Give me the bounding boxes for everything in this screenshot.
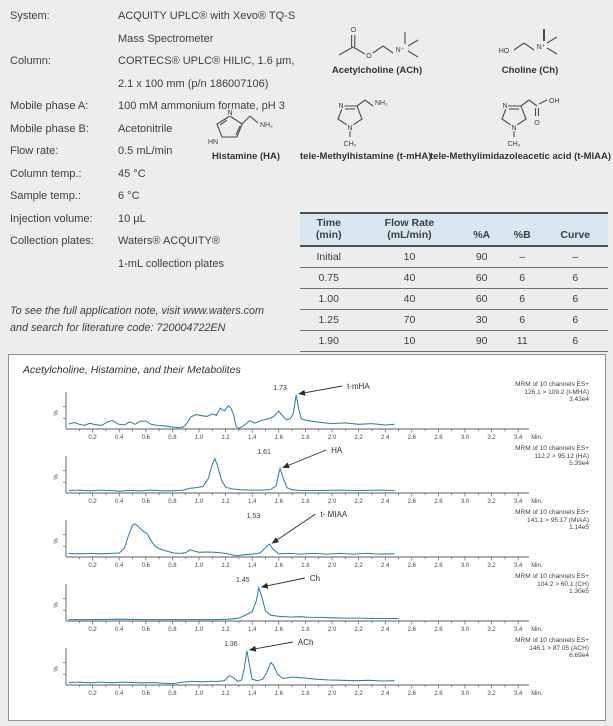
svg-text:2.4: 2.4: [381, 563, 390, 569]
param-value: Acetonitrile: [118, 122, 173, 135]
param-label: System:: [10, 10, 50, 22]
svg-text:3.2: 3.2: [487, 435, 496, 441]
gradient-cell: 6: [543, 310, 609, 331]
svg-text:2.0: 2.0: [327, 627, 337, 633]
param-label: Collection plates:: [10, 235, 94, 247]
svg-text:0.8: 0.8: [168, 499, 177, 505]
chromatogram-figure: [8, 354, 606, 721]
svg-text:3.4: 3.4: [514, 691, 523, 697]
atom-label: O: [366, 53, 372, 60]
atom-label: N: [227, 110, 233, 117]
svg-text:2.2: 2.2: [354, 691, 363, 697]
svg-text:3.4: 3.4: [514, 435, 523, 441]
param-row: [10, 230, 310, 275]
gradient-header-cell: %A: [461, 213, 502, 246]
svg-text:2.2: 2.2: [354, 563, 363, 569]
svg-text:Min.: Min.: [531, 627, 543, 633]
param-row: [10, 163, 310, 186]
gradient-header-cell: Time (min): [300, 213, 358, 246]
gradient-cell: 10: [358, 246, 462, 268]
atom-label: HN: [207, 139, 219, 146]
svg-text:0.8: 0.8: [168, 627, 177, 633]
svg-text:1.8: 1.8: [301, 435, 310, 441]
mrm-annotation: [515, 509, 589, 532]
annotation-line: MRM of 10 channels ES+: [515, 445, 589, 452]
svg-text:1.2: 1.2: [221, 627, 230, 633]
atom-label: N: [511, 125, 517, 132]
svg-text:1.0: 1.0: [194, 691, 204, 697]
annotation-line: MRM of 10 channels ES+: [515, 381, 589, 388]
svg-text:t-mHA: t-mHA: [347, 382, 370, 391]
param-value-line: 2.1 x 100 mm (p/n 186007106): [118, 77, 269, 90]
svg-text:%: %: [54, 474, 60, 480]
param-row: [10, 208, 310, 231]
param-label: Column:: [10, 55, 51, 67]
svg-text:0.4: 0.4: [115, 435, 124, 441]
svg-text:1.45: 1.45: [236, 577, 250, 584]
chromatogram-panel-ha: [11, 443, 601, 507]
annotation-line: MRM of 10 channels ES+: [515, 573, 589, 580]
gradient-cell: 60: [461, 268, 502, 289]
param-row: [10, 185, 310, 208]
svg-text:0.6: 0.6: [141, 691, 150, 697]
atom-label: OH: [549, 98, 560, 105]
svg-text:0.8: 0.8: [168, 563, 177, 569]
param-value: 100 mM ammonium formate, pH 3: [118, 100, 285, 112]
svg-text:2.6: 2.6: [407, 563, 416, 569]
atom-label: N: [337, 103, 344, 110]
gradient-cell: 6: [543, 289, 609, 310]
svg-text:Min.: Min.: [531, 563, 543, 569]
svg-text:3.0: 3.0: [460, 691, 470, 697]
svg-text:1.0: 1.0: [194, 499, 204, 505]
gradient-cell: 6: [543, 268, 609, 289]
svg-text:%: %: [54, 538, 60, 544]
svg-text:1.36: 1.36: [224, 641, 238, 648]
param-row: [10, 5, 310, 50]
svg-text:Ch: Ch: [309, 574, 321, 583]
application-note-reference: [10, 303, 264, 337]
svg-text:2.0: 2.0: [327, 691, 337, 697]
svg-text:1.4: 1.4: [248, 435, 257, 441]
svg-text:1.6: 1.6: [274, 627, 283, 633]
svg-text:1.8: 1.8: [301, 563, 310, 569]
param-row: [10, 50, 310, 95]
svg-text:1.2: 1.2: [221, 563, 230, 569]
param-value: [118, 50, 310, 95]
tele-methylimidazoleacetic-acid-structure: [430, 96, 610, 162]
gradient-table-row: [300, 331, 608, 352]
svg-text:1.6: 1.6: [274, 499, 283, 505]
chromatogram-panel-tmha: [11, 379, 601, 443]
structure-caption: tele-Methylhistamine (t-mHA): [300, 151, 432, 162]
atom-label: O: [534, 120, 540, 127]
atom-label: CH₃: [343, 141, 356, 148]
gradient-cell: 10: [358, 331, 462, 352]
gradient-header-cell: Flow Rate (mL/min): [358, 213, 462, 246]
svg-text:1.8: 1.8: [301, 627, 310, 633]
svg-text:0.2: 0.2: [88, 499, 97, 505]
chromatogram-panel-tmiaa: [11, 507, 601, 571]
annotation-line: 112.2 > 95.12 (HA): [534, 452, 589, 460]
svg-text:2.8: 2.8: [434, 563, 443, 569]
gradient-cell: 0.75: [300, 268, 358, 289]
param-value: [118, 230, 310, 275]
svg-text:ACh: ACh: [297, 638, 314, 647]
chromatogram-plot-tmiaa: [11, 507, 596, 571]
gradient-table-row: [300, 289, 608, 310]
svg-text:2.6: 2.6: [407, 499, 416, 505]
svg-text:0.4: 0.4: [115, 499, 124, 505]
svg-text:1.6: 1.6: [274, 563, 283, 569]
svg-text:1.2: 1.2: [221, 435, 230, 441]
annotation-line: 146.1 > 87.05 (ACH): [529, 644, 589, 652]
svg-text:2.8: 2.8: [434, 499, 443, 505]
svg-text:2.4: 2.4: [381, 499, 390, 505]
svg-text:1.4: 1.4: [248, 499, 257, 505]
gradient-table-header-row: [300, 213, 608, 246]
svg-text:0.6: 0.6: [141, 499, 150, 505]
chromatogram-panels: [11, 379, 601, 699]
annotation-line: 104.2 > 60.1 (CH): [537, 580, 589, 588]
svg-text:2.2: 2.2: [354, 435, 363, 441]
gradient-cell: 6: [502, 268, 543, 289]
chromatogram-plot-ch: [11, 571, 596, 635]
param-label: Column temp.:: [10, 167, 82, 180]
gradient-cell: 1.25: [300, 310, 358, 331]
atom-label: NH₂: [374, 100, 388, 107]
svg-text:1.6: 1.6: [274, 435, 283, 441]
chromatogram-panel-ach: [11, 635, 601, 699]
svg-text:0.2: 0.2: [88, 563, 97, 569]
param-value: 10 µL: [118, 212, 146, 225]
svg-text:2.4: 2.4: [381, 627, 390, 633]
svg-text:0.4: 0.4: [115, 627, 124, 633]
gradient-header-cell: Curve: [543, 213, 609, 246]
param-value: 6 °C: [118, 190, 140, 202]
param-label: Mobile phase B:: [10, 122, 89, 135]
svg-text:1.6: 1.6: [274, 691, 283, 697]
svg-text:Min.: Min.: [531, 435, 543, 441]
svg-text:3.0: 3.0: [460, 435, 470, 441]
gradient-cell: 90: [461, 331, 502, 352]
note-line: To see the full application note, visit www.waters.com: [10, 305, 265, 317]
svg-text:3.0: 3.0: [460, 563, 470, 569]
svg-text:2.6: 2.6: [407, 627, 416, 633]
gradient-cell: 6: [502, 310, 543, 331]
gradient-table-row: [300, 246, 608, 268]
histamine-structure-drawing: [200, 104, 292, 150]
svg-text:1.61: 1.61: [257, 449, 271, 456]
svg-text:Min.: Min.: [531, 691, 543, 697]
gradient-cell: 90: [461, 246, 502, 268]
param-value: ACQUITY UPLC® with Xevo® TQ-S Mass Spectrometer: [118, 10, 296, 45]
figure-title: Acetylcholine, Histamine, and their Metabolites: [23, 364, 241, 376]
atom-label: N⁺: [536, 44, 546, 51]
annotation-line: 141.1 > 95.17 (MIAA): [527, 516, 589, 524]
atom-label: N⁺: [395, 47, 405, 54]
svg-text:3.4: 3.4: [514, 563, 523, 569]
svg-text:3.4: 3.4: [514, 499, 523, 505]
param-label: Injection volume:: [10, 212, 93, 225]
chromatogram-plot-ach: [11, 635, 596, 699]
gradient-cell: 40: [358, 268, 462, 289]
atom-label: NH₂: [260, 122, 273, 129]
svg-text:Min.: Min.: [531, 499, 543, 505]
gradient-cell: 6: [502, 289, 543, 310]
svg-text:0.4: 0.4: [115, 691, 124, 697]
svg-text:3.4: 3.4: [514, 627, 523, 633]
svg-text:2.8: 2.8: [434, 627, 443, 633]
svg-text:2.6: 2.6: [407, 691, 416, 697]
svg-text:0.2: 0.2: [88, 627, 97, 633]
gradient-table: [300, 212, 608, 352]
svg-text:2.0: 2.0: [327, 499, 337, 505]
tele-methylhistamine-structure: [300, 96, 432, 162]
atom-label: CH₃: [507, 141, 521, 148]
tele-methylimidazoleacetic-acid-structure-drawing: [455, 96, 585, 150]
param-value-line: CORTECS® UPLC® HILIC, 1.6 µm,: [118, 55, 295, 67]
chromatogram-plot-tmha: [11, 379, 596, 443]
svg-text:3.0: 3.0: [460, 499, 470, 505]
annotation-line: 3.43e4: [569, 396, 589, 404]
annotation-line: 1.14e5: [569, 524, 589, 532]
chromatogram-plot-ha: [11, 443, 596, 507]
param-label: Sample temp.:: [10, 190, 81, 202]
svg-text:3.2: 3.2: [487, 691, 496, 697]
gradient-cell: 1.90: [300, 331, 358, 352]
svg-text:1.53: 1.53: [246, 513, 261, 520]
svg-text:0.2: 0.2: [88, 691, 97, 697]
gradient-table-row: [300, 310, 608, 331]
svg-text:1.8: 1.8: [301, 499, 310, 505]
svg-text:3.2: 3.2: [487, 563, 496, 569]
gradient-cell: 40: [358, 289, 462, 310]
mrm-annotation: [515, 573, 589, 596]
svg-text:2.2: 2.2: [354, 627, 363, 633]
svg-text:t- MIAA: t- MIAA: [320, 510, 348, 519]
svg-text:2.4: 2.4: [381, 691, 390, 697]
svg-text:0.6: 0.6: [141, 563, 150, 569]
structure-caption: Choline (Ch): [501, 65, 559, 76]
svg-text:3.2: 3.2: [487, 499, 496, 505]
svg-text:0.8: 0.8: [168, 435, 177, 441]
structure-caption: tele-Methylimidazoleacetic acid (t-MIAA): [430, 151, 612, 162]
svg-text:1.73: 1.73: [273, 385, 287, 392]
param-value-line: 1-mL collection plates: [118, 257, 224, 270]
gradient-cell: 11: [502, 331, 543, 352]
svg-text:2.0: 2.0: [327, 563, 337, 569]
gradient-cell: 1.00: [300, 289, 358, 310]
svg-text:2.4: 2.4: [381, 435, 390, 441]
annotation-line: 1.30e5: [569, 588, 589, 596]
mrm-annotation: [515, 445, 589, 468]
svg-text:0.2: 0.2: [88, 435, 97, 441]
svg-text:2.0: 2.0: [327, 435, 337, 441]
svg-text:2.8: 2.8: [434, 691, 443, 697]
gradient-cell: 30: [461, 310, 502, 331]
gradient-cell: 6: [543, 331, 609, 352]
svg-text:0.6: 0.6: [141, 627, 150, 633]
structure-caption: Histamine (HA): [211, 151, 281, 162]
param-label: Mobile phase A:: [10, 100, 89, 112]
svg-text:2.8: 2.8: [434, 435, 443, 441]
svg-text:1.0: 1.0: [194, 627, 204, 633]
gradient-cell: 70: [358, 310, 462, 331]
svg-text:0.8: 0.8: [168, 691, 177, 697]
gradient-table-row: [300, 268, 608, 289]
choline-structure-drawing: [480, 22, 580, 64]
atom-label: HO: [498, 48, 510, 55]
svg-text:HA: HA: [331, 446, 343, 455]
svg-text:1.0: 1.0: [194, 563, 204, 569]
svg-text:%: %: [54, 410, 60, 416]
atom-label: N: [346, 125, 353, 132]
annotation-line: MRM of 10 channels ES+: [515, 509, 589, 516]
param-label: Flow rate:: [10, 145, 59, 157]
svg-text:1.4: 1.4: [248, 563, 257, 569]
acetylcholine-structure: [318, 22, 436, 76]
gradient-cell: Initial: [300, 246, 358, 268]
atom-label: O: [350, 27, 357, 34]
svg-text:3.0: 3.0: [460, 627, 470, 633]
param-value-line: Waters® ACQUITY®: [118, 235, 220, 247]
annotation-line: 6.69e4: [569, 652, 589, 660]
svg-text:1.8: 1.8: [301, 691, 310, 697]
gradient-cell: 60: [461, 289, 502, 310]
mrm-annotation: [515, 637, 589, 660]
acetylcholine-structure-drawing: [327, 22, 427, 64]
param-value: 0.5 mL/min: [118, 145, 173, 157]
svg-text:0.6: 0.6: [141, 435, 150, 441]
chromatogram-panel-ch: [11, 571, 601, 635]
histamine-structure: [196, 104, 296, 162]
svg-text:3.2: 3.2: [487, 627, 496, 633]
gradient-header-cell: %B: [502, 213, 543, 246]
note-line: and search for literature code: 720004722EN: [10, 322, 226, 334]
gradient-cell: –: [502, 246, 543, 268]
svg-text:1.2: 1.2: [221, 499, 230, 505]
svg-text:2.6: 2.6: [407, 435, 416, 441]
svg-text:0.4: 0.4: [115, 563, 124, 569]
svg-text:1.4: 1.4: [248, 691, 257, 697]
annotation-line: 126.1 > 109.2 (t-MHA): [524, 388, 589, 396]
atom-label: N: [502, 103, 508, 110]
svg-text:1.4: 1.4: [248, 627, 257, 633]
param-value: 45 °C: [118, 167, 146, 180]
svg-text:1.2: 1.2: [221, 691, 230, 697]
annotation-line: MRM of 10 channels ES+: [515, 637, 589, 644]
annotation-line: 5.39e4: [569, 460, 589, 468]
structure-caption: Acetylcholine (ACh): [331, 65, 423, 76]
mrm-annotation: [515, 381, 589, 404]
svg-text:1.0: 1.0: [194, 435, 204, 441]
svg-text:2.2: 2.2: [354, 499, 363, 505]
gradient-cell: –: [543, 246, 609, 268]
svg-text:%: %: [54, 602, 60, 608]
svg-text:%: %: [54, 666, 60, 672]
choline-structure: [474, 22, 586, 76]
tele-methylhistamine-structure-drawing: [313, 96, 413, 150]
